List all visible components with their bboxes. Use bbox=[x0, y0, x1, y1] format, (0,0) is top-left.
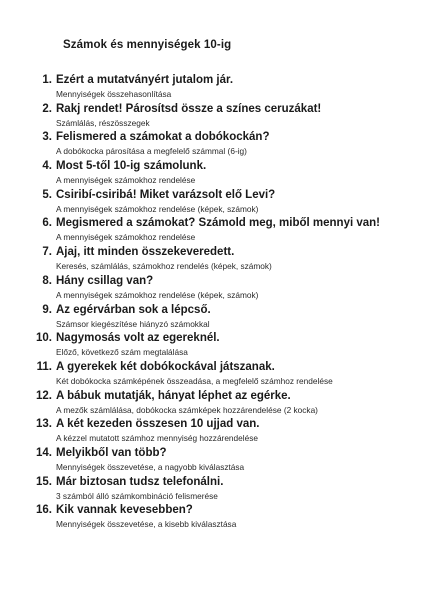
list-item bbox=[0, 446, 438, 475]
list-item bbox=[0, 360, 438, 389]
item-title: Megismered a számokat? Számold meg, miből mennyi van! bbox=[56, 217, 381, 230]
item-number: 14. bbox=[36, 446, 52, 459]
list-item bbox=[0, 216, 438, 245]
list-item bbox=[0, 73, 438, 102]
item-title: Rakj rendet! Párosítsd össze a színes ceruzákat! bbox=[56, 102, 322, 115]
list-item bbox=[0, 102, 438, 131]
item-subtitle: Mennyiségek összevetése, a nagyobb kiválasztása bbox=[56, 461, 245, 472]
page-title: Számok és mennyiségek 10-ig bbox=[63, 39, 232, 51]
item-title: Az egérvárban sok a lépcső. bbox=[56, 303, 211, 316]
item-subtitle: Előző, következő szám megtalálása bbox=[56, 347, 188, 358]
item-subtitle: A kézzel mutatott számhoz mennyiség hozzárendelése bbox=[56, 433, 258, 444]
item-number: 8. bbox=[42, 274, 52, 287]
item-subtitle: A mennyiségek számokhoz rendelése (képek, számok) bbox=[56, 203, 259, 214]
item-subtitle: A mennyiségek számokhoz rendelése (képek, számok) bbox=[56, 289, 259, 300]
item-title: A gyerekek két dobókockával játszanak. bbox=[56, 360, 275, 373]
list-item bbox=[0, 503, 438, 532]
item-number: 12. bbox=[36, 389, 52, 402]
item-subtitle: Keresés, számlálás, számokhoz rendelés (képek, számok) bbox=[56, 261, 272, 272]
list-item bbox=[0, 417, 438, 446]
item-number: 15. bbox=[36, 475, 52, 488]
item-subtitle: Mennyiségek összehasonlítása bbox=[56, 89, 172, 99]
list-item bbox=[0, 130, 438, 159]
item-title: Csiribí-csiribá! Miket varázsolt elő Levi? bbox=[56, 188, 276, 201]
item-title: Nagymosás volt az egereknél. bbox=[56, 332, 220, 345]
list-item bbox=[0, 475, 438, 504]
item-number: 16. bbox=[36, 504, 52, 517]
item-subtitle: A mennyiségek számokhoz rendelése bbox=[56, 175, 196, 186]
list-item bbox=[0, 245, 438, 274]
list-item bbox=[0, 274, 438, 303]
item-title: Melyikből van több? bbox=[56, 446, 167, 459]
item-subtitle: A dobókocka párosítása a megfelelő számmal (6-ig) bbox=[56, 146, 247, 157]
item-title: A bábuk mutatják, hányat léphet az egérke. bbox=[56, 389, 291, 402]
item-title: Kik vannak kevesebben? bbox=[56, 504, 193, 517]
item-subtitle: A mennyiségek számokhoz rendelése bbox=[56, 232, 196, 243]
item-title: Ajaj, itt minden összekeveredett. bbox=[56, 246, 235, 259]
item-subtitle: Mennyiségek összevetése, a kisebb kiválasztása bbox=[56, 519, 237, 530]
item-number: 7. bbox=[42, 246, 52, 259]
list-item bbox=[0, 188, 438, 217]
item-title: A két kezeden összesen 10 ujjad van. bbox=[56, 418, 260, 431]
list-item bbox=[0, 303, 438, 332]
item-number: 5. bbox=[42, 188, 52, 201]
item-number: 6. bbox=[42, 217, 52, 230]
item-subtitle: Számlálás, részösszegek bbox=[56, 117, 150, 128]
item-title: Most 5-től 10-ig számolunk. bbox=[56, 160, 207, 173]
item-title: Hány csillag van? bbox=[56, 274, 154, 287]
item-subtitle: 3 számból álló számkombináció felismerése bbox=[56, 490, 218, 501]
item-title: Már biztosan tudsz telefonálni. bbox=[56, 475, 224, 488]
item-number: 9. bbox=[42, 303, 52, 316]
table-of-contents bbox=[0, 73, 438, 532]
item-number: 3. bbox=[42, 131, 52, 144]
item-title: Ezért a mutatványért jutalom jár. bbox=[56, 74, 234, 86]
item-number: 13. bbox=[36, 418, 52, 431]
list-item bbox=[0, 331, 438, 360]
item-number: 1. bbox=[42, 74, 52, 86]
item-number: 4. bbox=[42, 160, 52, 173]
item-subtitle: Számsor kiegészítése hiányzó számokkal bbox=[56, 318, 210, 329]
item-subtitle: Két dobókocka számképének összeadása, a megfelelő számhoz rendelése bbox=[56, 375, 333, 386]
item-number: 2. bbox=[42, 102, 52, 115]
list-item bbox=[0, 159, 438, 188]
item-number: 10. bbox=[36, 332, 52, 345]
item-number: 11. bbox=[36, 360, 52, 373]
item-title: Felismered a számokat a dobókockán? bbox=[56, 131, 270, 144]
list-item bbox=[0, 389, 438, 418]
item-subtitle: A mezők számlálása, dobókocka számképek hozzárendelése (2 kocka) bbox=[56, 404, 318, 415]
